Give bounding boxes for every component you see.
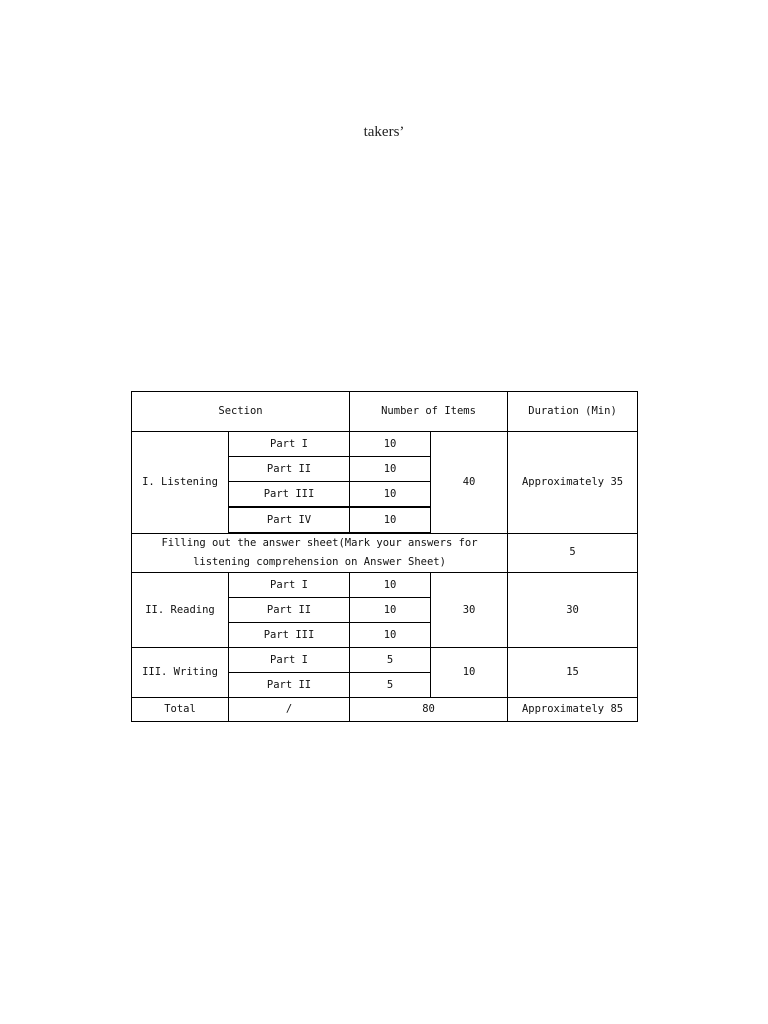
part-items: 10 (350, 482, 431, 508)
section-reading-duration: 30 (508, 573, 638, 648)
part-items: 10 (350, 507, 431, 533)
header-number-of-items: Number of Items (350, 392, 508, 432)
part-items: 10 (350, 623, 431, 648)
filling-answer-sheet-text: Filling out the answer sheet(Mark your answers for listening comprehension on Answer Sheet) (132, 533, 508, 573)
header-duration: Duration (Min) (508, 392, 638, 432)
section-writing-label: III. Writing (132, 648, 229, 698)
total-duration: Approximately 85 (508, 698, 638, 722)
total-parts: / (229, 698, 350, 722)
table-row (132, 573, 638, 598)
part-name: Part I (229, 432, 350, 457)
section-listening-duration: Approximately 35 (508, 432, 638, 534)
part-name: Part II (229, 457, 350, 482)
total-items: 80 (350, 698, 508, 722)
part-name: Part II (229, 673, 350, 698)
part-name: Part I (229, 573, 350, 598)
part-items: 10 (350, 573, 431, 598)
table-row (132, 648, 638, 673)
part-name: Part I (229, 648, 350, 673)
section-listening-label: I. Listening (132, 432, 229, 534)
part-items: 5 (350, 648, 431, 673)
table-header-row (132, 392, 638, 432)
part-items: 10 (350, 457, 431, 482)
section-writing-total-items: 10 (431, 648, 508, 698)
part-items: 5 (350, 673, 431, 698)
page-text-fragment: takers’ (363, 124, 405, 140)
table-total-row (132, 698, 638, 722)
part-name: Part III (229, 623, 350, 648)
filling-answer-sheet-duration: 5 (508, 533, 638, 573)
section-writing-duration: 15 (508, 648, 638, 698)
part-name: Part IV (229, 507, 350, 533)
total-label: Total (132, 698, 229, 722)
part-items: 10 (350, 432, 431, 457)
section-reading-label: II. Reading (132, 573, 229, 648)
table-row (132, 432, 638, 457)
part-name: Part III (229, 482, 350, 508)
part-items: 10 (350, 598, 431, 623)
exam-structure-table (131, 391, 638, 722)
part-name: Part II (229, 598, 350, 623)
section-reading-total-items: 30 (431, 573, 508, 648)
table-row (132, 533, 638, 573)
section-listening-total-items: 40 (431, 432, 508, 534)
header-section: Section (132, 392, 350, 432)
